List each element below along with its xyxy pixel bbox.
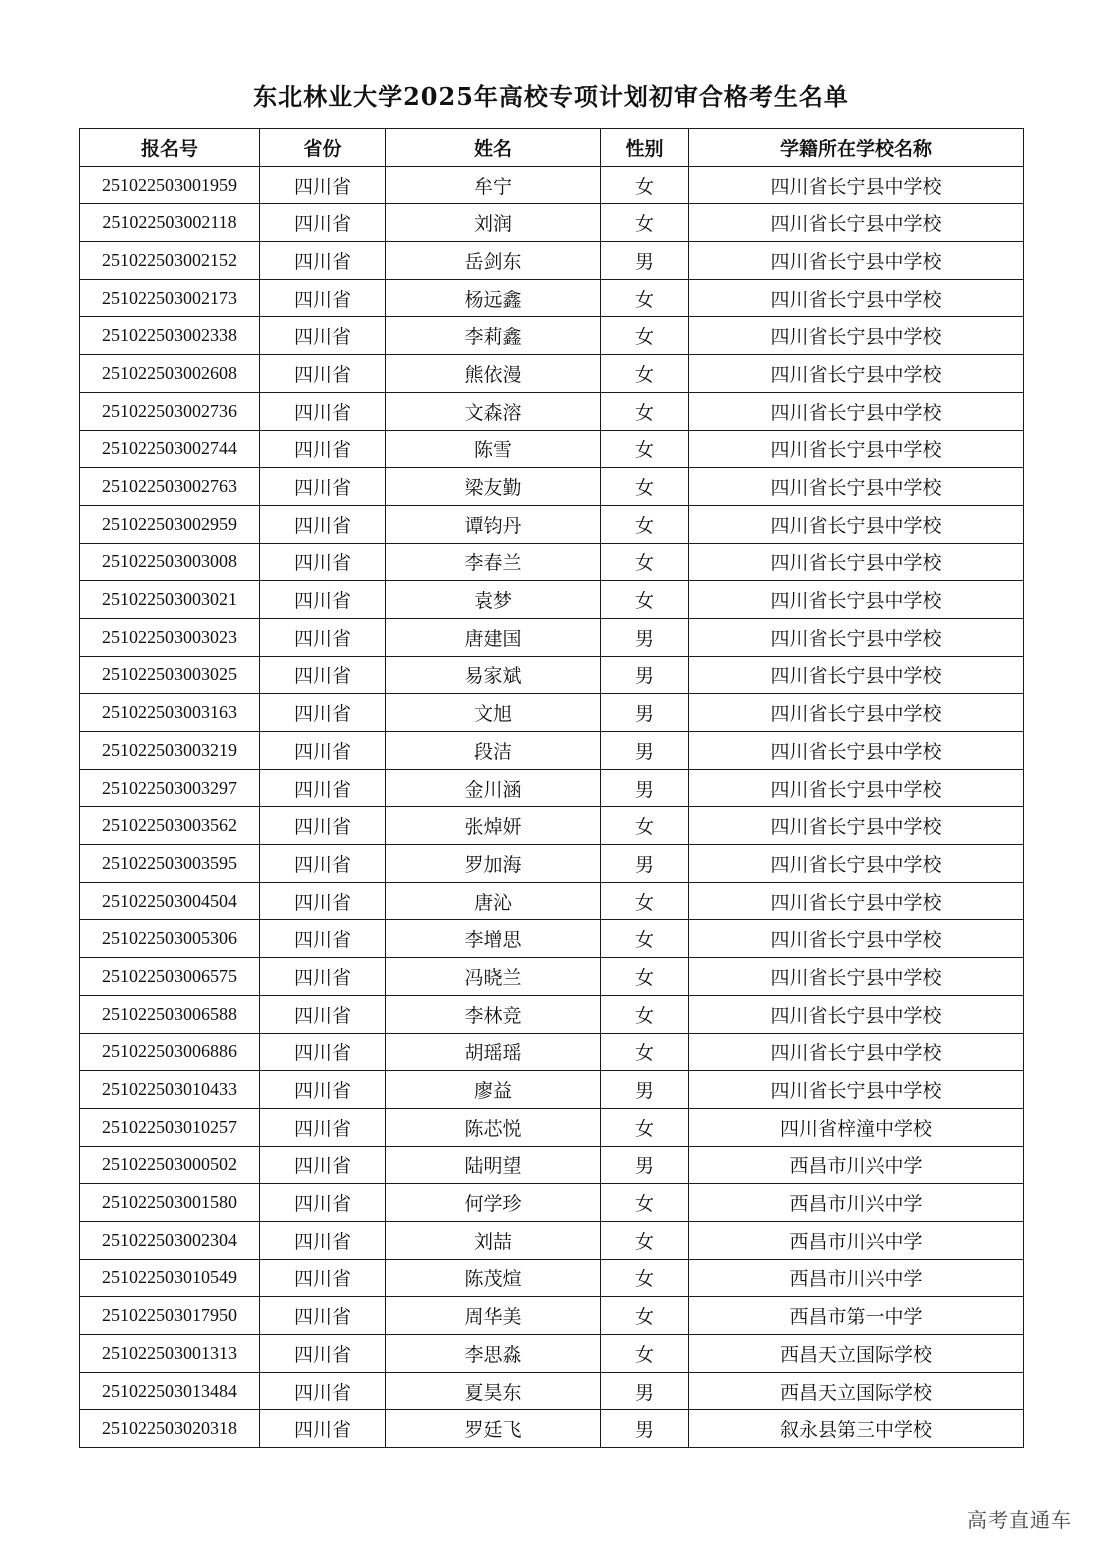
cell-province: 四川省 <box>260 1335 386 1373</box>
table-row <box>80 1184 1024 1222</box>
cell-gender: 女 <box>601 430 689 468</box>
table-row <box>80 430 1024 468</box>
table-row <box>80 1410 1024 1448</box>
cell-name: 岳剑东 <box>386 242 601 280</box>
table-body <box>80 166 1024 1447</box>
cell-province: 四川省 <box>260 166 386 204</box>
cell-name: 熊依漫 <box>386 355 601 393</box>
cell-gender: 女 <box>601 166 689 204</box>
cell-name: 李思淼 <box>386 1335 601 1373</box>
cell-name: 周华美 <box>386 1297 601 1335</box>
cell-school: 西昌市川兴中学 <box>689 1146 1024 1184</box>
cell-name: 金川涵 <box>386 769 601 807</box>
watermark-label: 高考直通车 <box>967 1508 1072 1532</box>
cell-registration-number: 251022503003163 <box>80 694 260 732</box>
table-row <box>80 1108 1024 1146</box>
cell-registration-number: 251022503002118 <box>80 204 260 242</box>
cell-name: 梁友勤 <box>386 468 601 506</box>
cell-school: 四川省长宁县中学校 <box>689 355 1024 393</box>
header-name: 姓名 <box>386 129 601 167</box>
header-school: 学籍所在学校名称 <box>689 129 1024 167</box>
cell-gender: 男 <box>601 1410 689 1448</box>
cell-registration-number: 251022503010257 <box>80 1108 260 1146</box>
cell-gender: 女 <box>601 995 689 1033</box>
cell-registration-number: 251022503002608 <box>80 355 260 393</box>
cell-province: 四川省 <box>260 1146 386 1184</box>
cell-province: 四川省 <box>260 618 386 656</box>
cell-gender: 女 <box>601 355 689 393</box>
table-row <box>80 505 1024 543</box>
cell-name: 冯晓兰 <box>386 958 601 996</box>
cell-gender: 男 <box>601 1372 689 1410</box>
cell-province: 四川省 <box>260 279 386 317</box>
cell-name: 唐建国 <box>386 618 601 656</box>
header-gender: 性别 <box>601 129 689 167</box>
cell-registration-number: 251022503005306 <box>80 920 260 958</box>
cell-province: 四川省 <box>260 1410 386 1448</box>
cell-gender: 男 <box>601 618 689 656</box>
table-row <box>80 1221 1024 1259</box>
cell-name: 胡瑶瑶 <box>386 1033 601 1071</box>
cell-name: 陈茂煊 <box>386 1259 601 1297</box>
cell-gender: 女 <box>601 1335 689 1373</box>
cell-province: 四川省 <box>260 543 386 581</box>
cell-registration-number: 251022503003297 <box>80 769 260 807</box>
cell-province: 四川省 <box>260 694 386 732</box>
cell-school: 四川省长宁县中学校 <box>689 882 1024 920</box>
cell-registration-number: 251022503003595 <box>80 845 260 883</box>
cell-province: 四川省 <box>260 505 386 543</box>
table-row <box>80 958 1024 996</box>
cell-province: 四川省 <box>260 1259 386 1297</box>
cell-province: 四川省 <box>260 732 386 770</box>
table-row <box>80 1297 1024 1335</box>
table-row <box>80 1259 1024 1297</box>
cell-name: 袁梦 <box>386 581 601 619</box>
cell-name: 何学珍 <box>386 1184 601 1222</box>
cell-province: 四川省 <box>260 769 386 807</box>
cell-gender: 女 <box>601 1033 689 1071</box>
cell-gender: 女 <box>601 581 689 619</box>
cell-school: 西昌市第一中学 <box>689 1297 1024 1335</box>
cell-school: 西昌天立国际学校 <box>689 1335 1024 1373</box>
cell-registration-number: 251022503002763 <box>80 468 260 506</box>
document-title: 东北林业大学2025年高校专项计划初审合格考生名单 <box>253 82 849 111</box>
cell-registration-number: 251022503002959 <box>80 505 260 543</box>
cell-name: 李林竞 <box>386 995 601 1033</box>
cell-school: 四川省长宁县中学校 <box>689 392 1024 430</box>
cell-name: 李莉鑫 <box>386 317 601 355</box>
cell-name: 罗加海 <box>386 845 601 883</box>
cell-registration-number: 251022503003008 <box>80 543 260 581</box>
table-row <box>80 656 1024 694</box>
cell-province: 四川省 <box>260 1108 386 1146</box>
cell-name: 陈芯悦 <box>386 1108 601 1146</box>
table-row <box>80 769 1024 807</box>
cell-gender: 女 <box>601 204 689 242</box>
table-row <box>80 1372 1024 1410</box>
cell-school: 四川省长宁县中学校 <box>689 242 1024 280</box>
cell-province: 四川省 <box>260 1184 386 1222</box>
cell-registration-number: 251022503001580 <box>80 1184 260 1222</box>
cell-school: 四川省长宁县中学校 <box>689 995 1024 1033</box>
table-row <box>80 618 1024 656</box>
cell-name: 唐沁 <box>386 882 601 920</box>
cell-registration-number: 251022503000502 <box>80 1146 260 1184</box>
table-row <box>80 694 1024 732</box>
cell-name: 牟宁 <box>386 166 601 204</box>
cell-school: 四川省长宁县中学校 <box>689 1033 1024 1071</box>
cell-province: 四川省 <box>260 204 386 242</box>
cell-school: 四川省长宁县中学校 <box>689 204 1024 242</box>
cell-registration-number: 251022503003025 <box>80 656 260 694</box>
cell-school: 四川省长宁县中学校 <box>689 732 1024 770</box>
cell-registration-number: 251022503003562 <box>80 807 260 845</box>
cell-registration-number: 251022503002338 <box>80 317 260 355</box>
cell-registration-number: 251022503003023 <box>80 618 260 656</box>
cell-gender: 女 <box>601 543 689 581</box>
cell-registration-number: 251022503003021 <box>80 581 260 619</box>
cell-province: 四川省 <box>260 317 386 355</box>
cell-name: 张焯妍 <box>386 807 601 845</box>
table-row <box>80 392 1024 430</box>
cell-province: 四川省 <box>260 1221 386 1259</box>
table-row <box>80 807 1024 845</box>
cell-gender: 女 <box>601 279 689 317</box>
cell-registration-number: 251022503020318 <box>80 1410 260 1448</box>
cell-province: 四川省 <box>260 656 386 694</box>
cell-school: 四川省长宁县中学校 <box>689 958 1024 996</box>
cell-school: 四川省长宁县中学校 <box>689 1071 1024 1109</box>
cell-school: 叙永县第三中学校 <box>689 1410 1024 1448</box>
cell-name: 夏昊东 <box>386 1372 601 1410</box>
header-province: 省份 <box>260 129 386 167</box>
table-row <box>80 317 1024 355</box>
cell-school: 四川省长宁县中学校 <box>689 807 1024 845</box>
table-row <box>80 204 1024 242</box>
cell-registration-number: 251022503001313 <box>80 1335 260 1373</box>
cell-gender: 男 <box>601 732 689 770</box>
table-row <box>80 920 1024 958</box>
table-row <box>80 468 1024 506</box>
cell-school: 西昌市川兴中学 <box>689 1184 1024 1222</box>
cell-school: 四川省长宁县中学校 <box>689 166 1024 204</box>
cell-name: 陆明望 <box>386 1146 601 1184</box>
table-row <box>80 242 1024 280</box>
cell-gender: 女 <box>601 1108 689 1146</box>
table-row <box>80 732 1024 770</box>
cell-gender: 男 <box>601 242 689 280</box>
cell-province: 四川省 <box>260 882 386 920</box>
cell-province: 四川省 <box>260 807 386 845</box>
cell-province: 四川省 <box>260 581 386 619</box>
cell-registration-number: 251022503006575 <box>80 958 260 996</box>
cell-name: 陈雪 <box>386 430 601 468</box>
cell-province: 四川省 <box>260 1071 386 1109</box>
cell-registration-number: 251022503002152 <box>80 242 260 280</box>
cell-name: 段洁 <box>386 732 601 770</box>
cell-registration-number: 251022503002304 <box>80 1221 260 1259</box>
table-row <box>80 355 1024 393</box>
cell-name: 刘喆 <box>386 1221 601 1259</box>
cell-school: 四川省长宁县中学校 <box>689 581 1024 619</box>
table-row <box>80 581 1024 619</box>
cell-name: 李春兰 <box>386 543 601 581</box>
cell-gender: 女 <box>601 1297 689 1335</box>
cell-registration-number: 251022503010433 <box>80 1071 260 1109</box>
cell-gender: 男 <box>601 845 689 883</box>
table-row <box>80 882 1024 920</box>
cell-registration-number: 251022503006588 <box>80 995 260 1033</box>
cell-school: 四川省长宁县中学校 <box>689 468 1024 506</box>
cell-name: 文森溶 <box>386 392 601 430</box>
cell-province: 四川省 <box>260 920 386 958</box>
cell-name: 杨远鑫 <box>386 279 601 317</box>
cell-province: 四川省 <box>260 1297 386 1335</box>
cell-name: 廖益 <box>386 1071 601 1109</box>
cell-school: 四川省长宁县中学校 <box>689 317 1024 355</box>
cell-school: 四川省长宁县中学校 <box>689 694 1024 732</box>
cell-gender: 女 <box>601 1184 689 1222</box>
cell-registration-number: 251022503010549 <box>80 1259 260 1297</box>
cell-school: 四川省梓潼中学校 <box>689 1108 1024 1146</box>
cell-school: 四川省长宁县中学校 <box>689 505 1024 543</box>
cell-gender: 女 <box>601 317 689 355</box>
cell-name: 罗廷飞 <box>386 1410 601 1448</box>
table-row <box>80 1033 1024 1071</box>
cell-registration-number: 251022503006886 <box>80 1033 260 1071</box>
cell-province: 四川省 <box>260 392 386 430</box>
cell-province: 四川省 <box>260 995 386 1033</box>
cell-school: 四川省长宁县中学校 <box>689 543 1024 581</box>
cell-gender: 女 <box>601 1221 689 1259</box>
cell-registration-number: 251022503002744 <box>80 430 260 468</box>
cell-name: 易家斌 <box>386 656 601 694</box>
cell-province: 四川省 <box>260 1033 386 1071</box>
cell-gender: 女 <box>601 1259 689 1297</box>
cell-registration-number: 251022503002736 <box>80 392 260 430</box>
cell-school: 四川省长宁县中学校 <box>689 430 1024 468</box>
table-row <box>80 995 1024 1033</box>
cell-gender: 女 <box>601 468 689 506</box>
table-row <box>80 543 1024 581</box>
table-row <box>80 279 1024 317</box>
cell-registration-number: 251022503001959 <box>80 166 260 204</box>
candidate-table <box>79 128 1024 1448</box>
cell-gender: 女 <box>601 958 689 996</box>
cell-gender: 男 <box>601 694 689 732</box>
cell-school: 四川省长宁县中学校 <box>689 279 1024 317</box>
cell-school: 西昌市川兴中学 <box>689 1221 1024 1259</box>
cell-province: 四川省 <box>260 845 386 883</box>
table-header-row <box>80 129 1024 167</box>
table-row <box>80 1335 1024 1373</box>
cell-school: 四川省长宁县中学校 <box>689 618 1024 656</box>
cell-name: 文旭 <box>386 694 601 732</box>
table-row <box>80 1071 1024 1109</box>
cell-gender: 男 <box>601 1071 689 1109</box>
cell-registration-number: 251022503013484 <box>80 1372 260 1410</box>
cell-registration-number: 251022503003219 <box>80 732 260 770</box>
cell-name: 刘润 <box>386 204 601 242</box>
cell-province: 四川省 <box>260 958 386 996</box>
cell-school: 西昌市川兴中学 <box>689 1259 1024 1297</box>
cell-name: 李增思 <box>386 920 601 958</box>
cell-school: 四川省长宁县中学校 <box>689 656 1024 694</box>
table-row <box>80 845 1024 883</box>
cell-gender: 女 <box>601 882 689 920</box>
cell-gender: 女 <box>601 392 689 430</box>
table-row <box>80 166 1024 204</box>
cell-registration-number: 251022503002173 <box>80 279 260 317</box>
table-row <box>80 1146 1024 1184</box>
cell-province: 四川省 <box>260 430 386 468</box>
cell-gender: 男 <box>601 656 689 694</box>
cell-gender: 女 <box>601 920 689 958</box>
cell-registration-number: 251022503004504 <box>80 882 260 920</box>
cell-name: 谭钧丹 <box>386 505 601 543</box>
cell-school: 四川省长宁县中学校 <box>689 845 1024 883</box>
cell-province: 四川省 <box>260 1372 386 1410</box>
cell-gender: 女 <box>601 505 689 543</box>
cell-school: 四川省长宁县中学校 <box>689 920 1024 958</box>
cell-province: 四川省 <box>260 355 386 393</box>
cell-school: 西昌天立国际学校 <box>689 1372 1024 1410</box>
cell-school: 四川省长宁县中学校 <box>689 769 1024 807</box>
cell-gender: 女 <box>601 807 689 845</box>
cell-registration-number: 251022503017950 <box>80 1297 260 1335</box>
cell-province: 四川省 <box>260 468 386 506</box>
header-registration-number: 报名号 <box>80 129 260 167</box>
cell-province: 四川省 <box>260 242 386 280</box>
cell-gender: 男 <box>601 769 689 807</box>
cell-gender: 男 <box>601 1146 689 1184</box>
